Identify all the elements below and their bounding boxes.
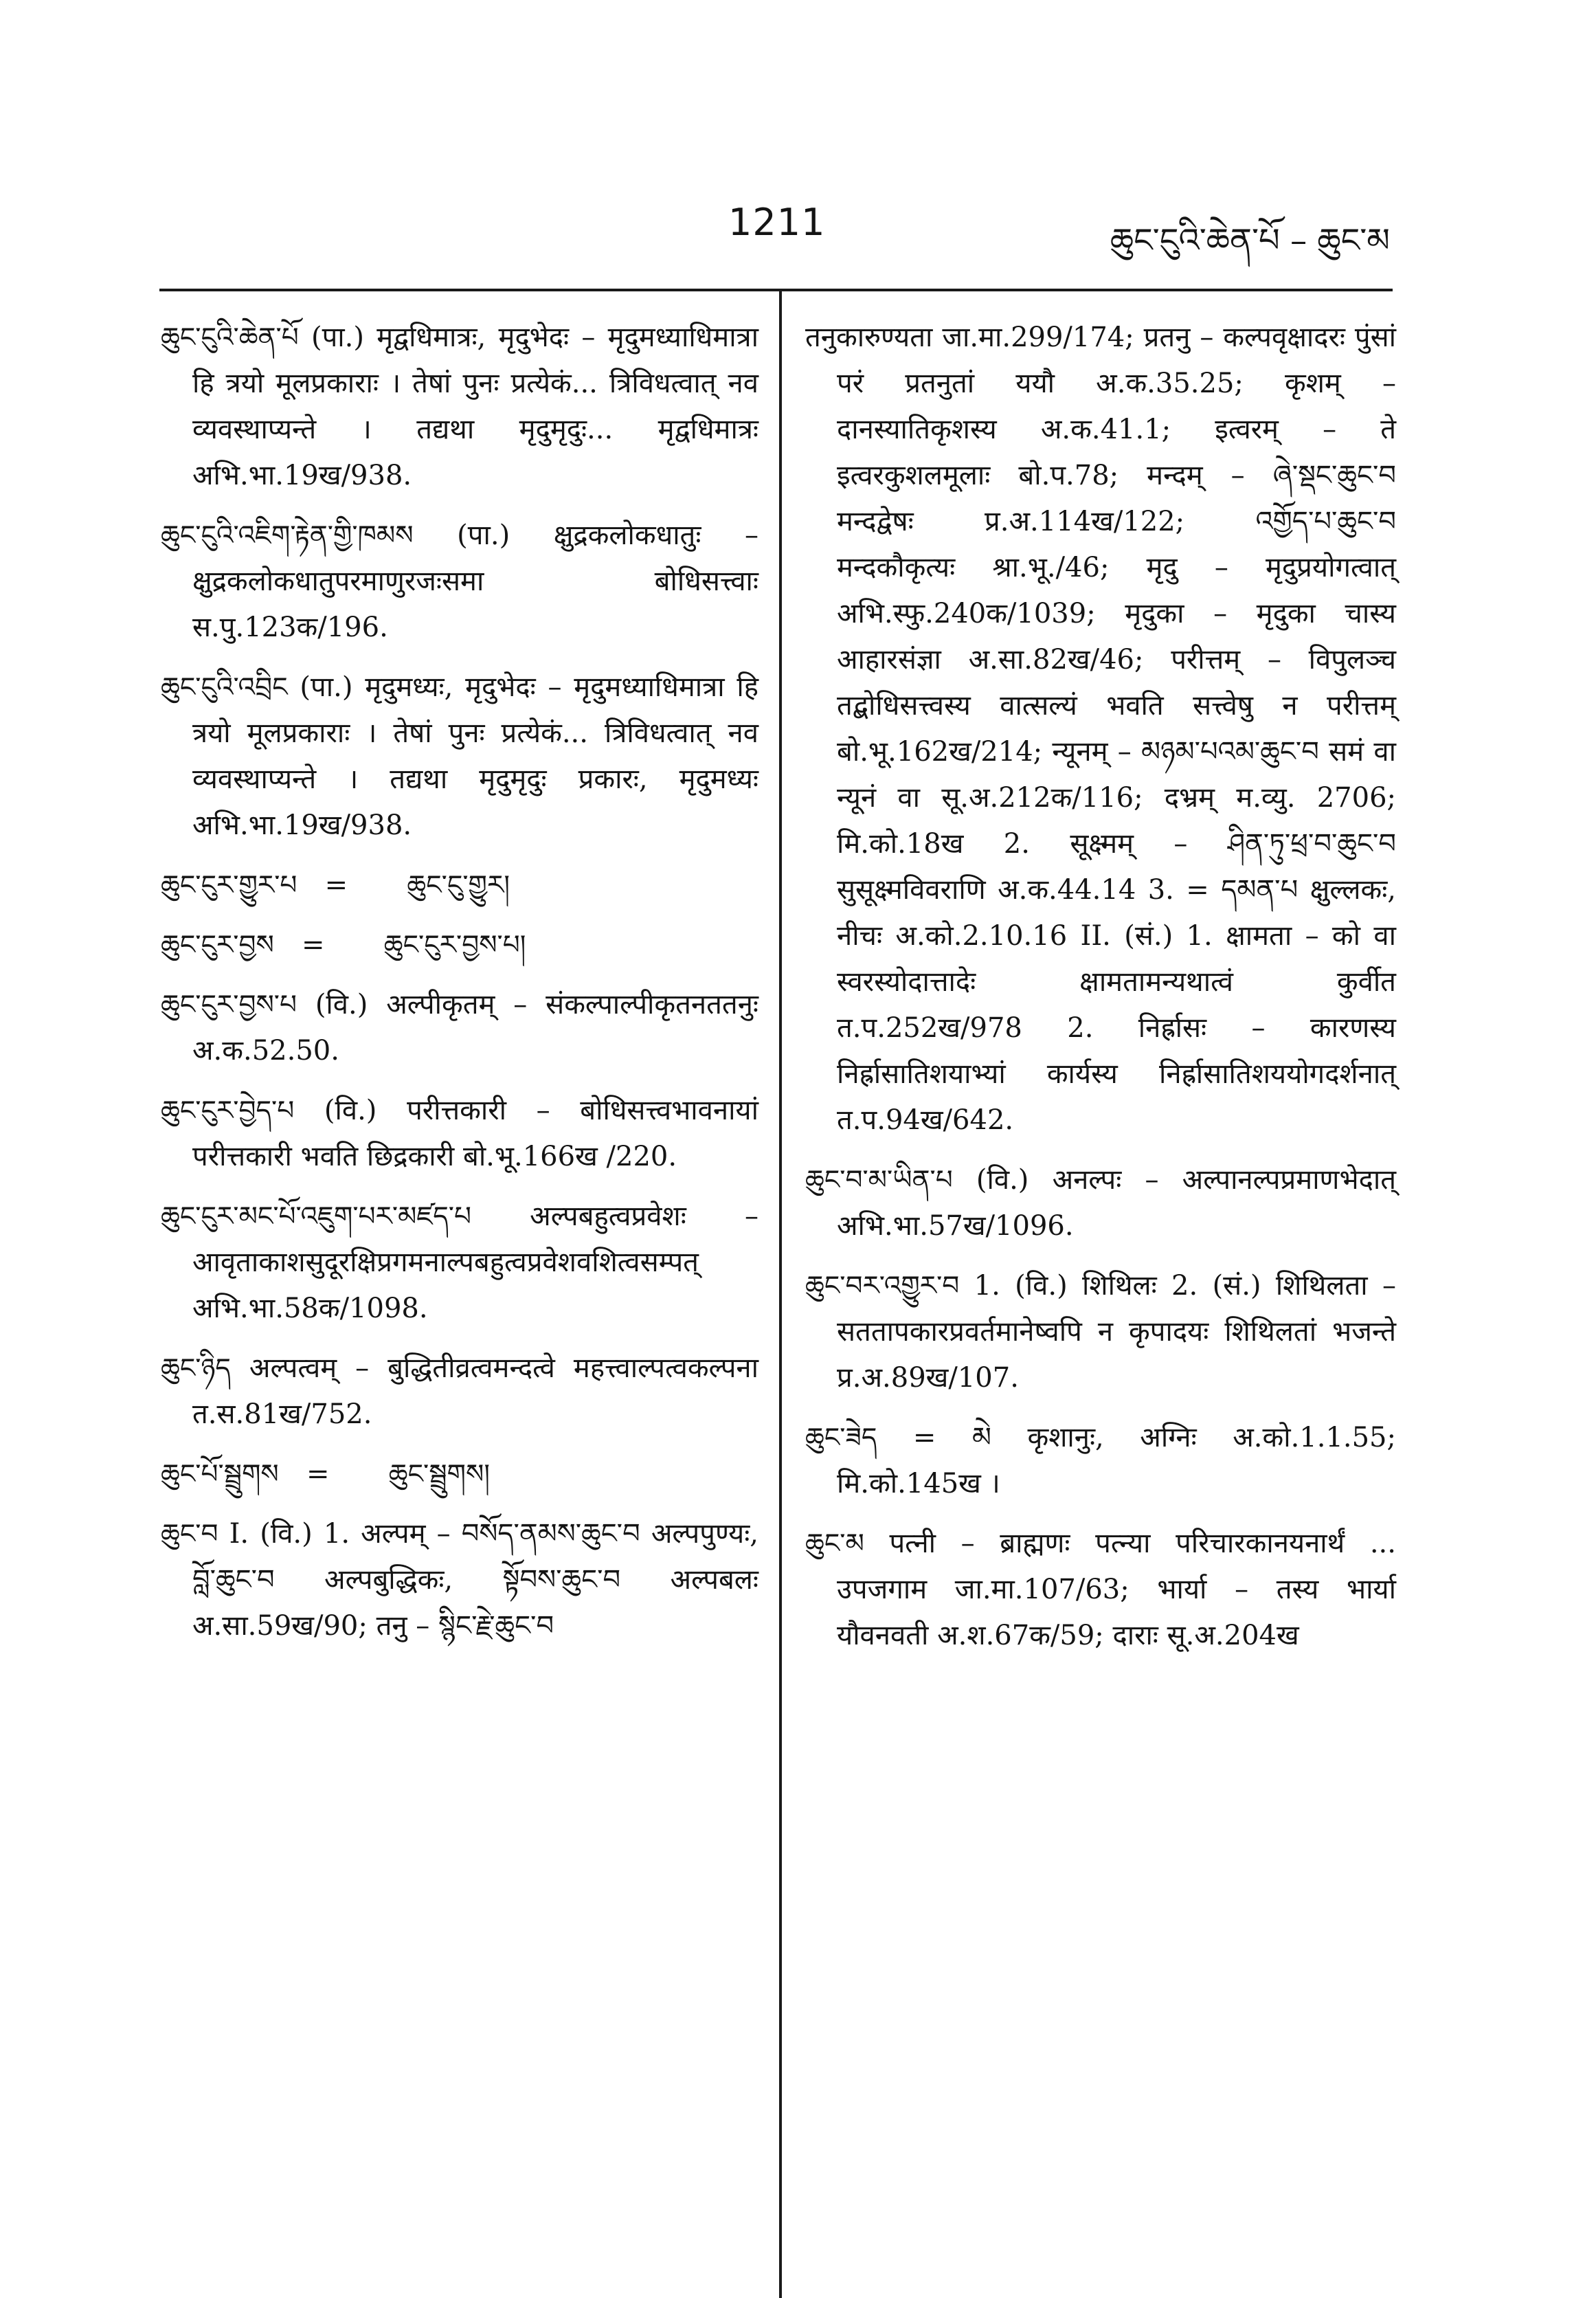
definition: 1. (वि.) शिथिलः 2. (सं.) शिथिलता – सततापकारप्रवर्तमानेष्वपि न कृपादयः शिथिलतां भजन्ते प्र.अ.89ख/107.: [837, 1270, 1396, 1394]
headword: ཆུང་ངུའི་འཇིག་རྟེན་གྱི་ཁམས: [161, 520, 414, 551]
dictionary-entry: [161, 513, 758, 651]
dictionary-entry: [161, 1451, 758, 1497]
running-head: ཆུང་ངུའི་ཆེན་པོ – ཆུང་མ: [1110, 221, 1390, 260]
dictionary-entry: [161, 862, 758, 908]
dictionary-entry: [161, 922, 758, 968]
definition: अल्पबहुत्वप्रवेशः – आवृताकाशसुदूरक्षिप्रगमनाल्पबहुत्वप्रवेशवशित्वसम्पत् अभि.भा.58क/1098.: [192, 1201, 758, 1324]
dictionary-entry: [805, 1263, 1396, 1401]
headword: ཆུང་ངུར་མང་པོ་འཇུག་པར་མཛད་པ: [161, 1201, 471, 1232]
definition: अल्पत्वम् – बुद्धितीव्रत्वमन्दत्वे महत्त्वाल्पत्वकल्पना त.स.81ख/752.: [192, 1352, 758, 1430]
headword: ཆུང་བར་འགྱུར་བ: [805, 1271, 960, 1302]
dictionary-entry: [161, 665, 758, 849]
dictionary-entry: [161, 1511, 758, 1649]
cross-reference-target: ཆུང་ངུར་བྱས་པ།: [383, 930, 526, 961]
definition: = མེ कृशानुः, अग्निः अ.को.1.1.55; मि.को.145ख ।: [837, 1422, 1396, 1499]
headword: ཆུང་མ: [805, 1528, 864, 1559]
definition: (वि.) अल्पीकृतम् – संकल्पाल्पीकृतनततनुः अ.क.52.50.: [192, 989, 758, 1067]
headword: ཆུང་ཟེད: [805, 1423, 877, 1453]
definition: पत्नी – ब्राह्मणः पत्न्या परिचारकानयनार्थं ... उपजगाम जा.मा.107/63; भार्या – तस्य भार्या यौवनवती अ.श.67क/59; दाराः सू.अ.204ख: [837, 1528, 1396, 1651]
headword: ཆུང་པོ་སྦྲུགས: [161, 1459, 279, 1490]
headword: ཆུང་ངུའི་འབྲིང: [161, 672, 288, 703]
cross-reference-target: ཆུང་སྦྲུགས།: [388, 1459, 490, 1490]
cross-reference-sign: =: [324, 869, 348, 901]
dictionary-entry: [161, 1194, 758, 1332]
definition: तनुकारुण्यता जा.मा.299/174; प्रतनु – कल्पवृक्षादरः पुंसां परं प्रतनुतां ययौ अ.क.35.25; कृशम् – दानस्यातिकृशस्य अ.क.41.1; इत्वरम् – ते इत्वरकुशलमूलाः बो.प.78; मन्दम् – ཞེ་སྡང་ཆུང་བ मन्दद्वेषः प्र.अ.114ख/122; འགྱོད་པ་ཆུང་བ मन्दकौकृत्यः श्रा.भू./46; मृदु – मृदुप्रयोगत्वात् अभि.स्फु.240क/1039; मृदुका – मृदुका चास्य आहारसंज्ञा अ.सा.82ख/46; परीत्तम् – विपुलञ्च तद्बोधिसत्त्वस्य वात्सल्यं भवति सत्त्वेषु न परीत्तम् बो.भू.162ख/214; न्यूनम् – མཉམ་པའམ་ཆུང་བ समं वा न्यूनं वा सू.अ.212क/116; दभ्रम् म.व्यु. 2706; मि.को.18ख 2. सूक्ष्मम् – ཤིན་ཏུ་ཕྲ་བ་ཆུང་བ सुसूक्ष्मविवराणि अ.क.44.14 3. = དམན་པ क्षुल्लकः, नीचः अ.को.2.10.16 II. (सं.) 1. क्षामता – को वा स्वरस्योदात्तादेः क्षामतामन्यथात्वं कुर्वीत त.प.252ख/978 2. निर्ह्रासः – कारणस्य निर्ह्रासातिशयाभ्यां कार्यस्य निर्ह्रासातिशययोगदर्शनात् त.प.94ख/642.: [805, 322, 1396, 1136]
headword: ཆུང་ངུར་བྱས: [161, 930, 274, 961]
definition: (पा.) क्षुद्रकलोकधातुः – क्षुद्रकलोकधातुपरमाणुरजःसमा बोधिसत्त्वाः स.पु.123क/196.: [192, 520, 758, 643]
dictionary-entry: [805, 315, 1396, 1144]
headword: ཆུང་ངུར་བྱེད་པ: [161, 1095, 295, 1126]
dictionary-entry: [161, 1088, 758, 1180]
definition: I. (वि.) 1. अल्पम् – བསོད་ནམས་ཆུང་བ अल्पपुण्यः, བློ་ཆུང་བ अल्पबुद्धिकः, སྟོབས་ཆུང་བ अल्पबलः अ.सा.59ख/90; तनु – སྙིང་རྗེ་ཆུང་བ: [192, 1518, 758, 1642]
dictionary-entry: [161, 1346, 758, 1438]
dictionary-entry: [161, 315, 758, 499]
dictionary-entry: [161, 982, 758, 1074]
cross-reference-sign: =: [302, 929, 325, 961]
dictionary-entry: [805, 1415, 1396, 1507]
dictionary-entry: [805, 1157, 1396, 1249]
cross-reference-sign: =: [306, 1458, 330, 1490]
header-rule: [159, 289, 1393, 291]
page-number: 1211: [728, 201, 826, 244]
headword: ཆུང་ངུར་གྱུར་པ: [161, 870, 297, 901]
definition: (पा.) मृद्वधिमात्रः, मृदुभेदः – मृदुमध्याधिमात्रा हि त्रयो मूलप्रकाराः । तेषां पुनः प्रत्येकं... त्रिविधत्वात् नव व्यवस्थाप्यन्ते । तद्यथा मृदुमृदुः... मृद्वधिमात्रः अभि.भा.19ख/938.: [192, 322, 758, 491]
definition: (वि.) परीत्तकारी – बोधिसत्त्वभावनायां परीत्तकारी भवति छिद्रकारी बो.भू.166ख /220.: [192, 1095, 758, 1172]
headword: ཆུང་བ: [161, 1519, 218, 1550]
definition: (वि.) अनल्पः – अल्पानल्पप्रमाणभेदात् अभि.भा.57ख/1096.: [837, 1164, 1396, 1242]
headword: ཆུང་ཉིད: [161, 1353, 231, 1384]
column-divider: [779, 291, 782, 2298]
dictionary-entry: [805, 1521, 1396, 1659]
left-column: [161, 315, 758, 1663]
definition: (पा.) मृदुमध्यः, मृदुभेदः – मृदुमध्याधिमात्रा हि त्रयो मूलप्रकाराः । तेषां पुनः प्रत्येकं... त्रिविधत्वात् नव व्यवस्थाप्यन्ते । तद्यथा मृदुमृदुः प्रकारः, मृदुमध्यः अभि.भा.19ख/938.: [192, 671, 758, 841]
headword: ཆུང་ངུར་བྱས་པ: [161, 990, 297, 1020]
right-column: [805, 315, 1396, 1673]
headword: ཆུང་ངུའི་ཆེན་པོ: [161, 322, 299, 353]
cross-reference-target: ཆུང་ངུ་གྱུར།: [407, 870, 510, 901]
headword: ཆུང་བ་མ་ཡིན་པ: [805, 1165, 953, 1196]
